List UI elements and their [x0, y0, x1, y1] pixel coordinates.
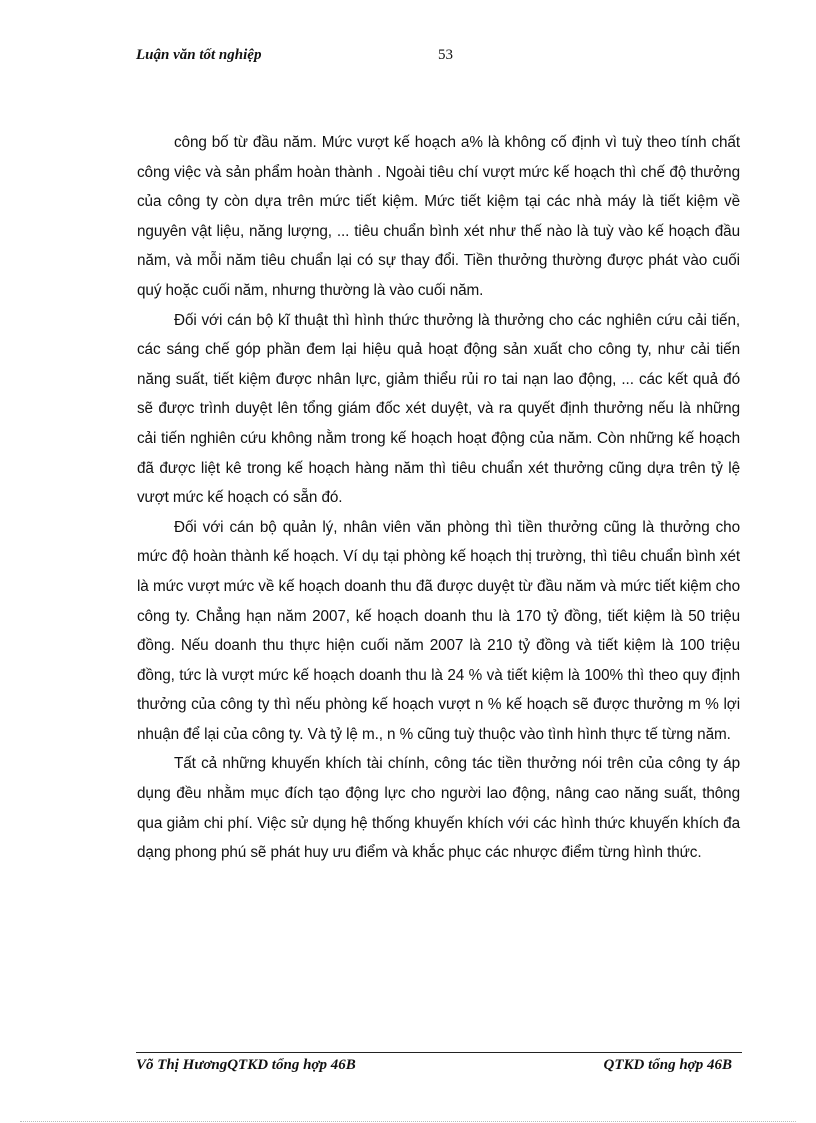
page-bottom-divider — [20, 1121, 796, 1122]
page-footer — [136, 1057, 742, 1079]
page-number: 53 — [438, 47, 453, 63]
paragraph: công bố từ đầu năm. Mức vượt kế hoạch a% là không cố định vì tuỳ theo tính chất công việc và sản phẩm hoàn thành . Ngoài tiêu chí vượt mức kế hoạch thì chế độ thưởng của công ty còn dựa trên mức tiết kiệm. Mức tiết kiệm tại các nhà máy là tiết kiệm về nguyên vật liệu, năng lượng, ... tiêu chuẩn bình xét như thế nào là tuỳ vào kế hoạch đầu năm, và mỗi năm tiêu chuẩn lại có sự thay đổi. Tiền thưởng thường được phát vào cuối quý hoặc cuối năm, nhưng thường là vào cuối năm. — [137, 134, 740, 299]
paragraph: Tất cả những khuyến khích tài chính, công tác tiền thưởng nói trên của công ty áp dụng đều nhằm mục đích tạo động lực cho người lao động, nâng cao năng suất, thông qua giảm chi phí. Việc sử dụng hệ thống khuyến khích với các hình thức khuyến khích đa dạng phong phú sẽ phát huy ưu điểm và khắc phục các nhược điểm từng hình thức. — [137, 755, 740, 862]
body-text — [137, 128, 740, 868]
footer-author: Võ Thị HươngQTKD tổng hợp 46B — [136, 1057, 356, 1073]
paragraph: Đối với cán bộ kĩ thuật thì hình thức thưởng là thưởng cho các nghiên cứu cải tiến, các sáng chế góp phần đem lại hiệu quả hoạt động sản xuất cho công ty, như cải tiến năng suất, tiết kiệm được nhân lực, giảm thiểu rủi ro tai nạn lao động, ... các kết quả đó sẽ được trình duyệt lên tổng giám đốc xét duyệt, và ra quyết định thưởng nếu là những cải tiến nghiên cứu không nằm trong kế hoạch hoạt động của năm. Còn những kế hoạch đã được liệt kê trong kế hoạch hàng năm thì tiêu chuẩn xét thưởng cũng dựa trên tỷ lệ vượt mức kế hoạch có sẵn đó. — [137, 311, 740, 507]
paragraph: Đối với cán bộ quản lý, nhân viên văn phòng thì tiền thưởng cũng là thưởng cho mức độ hoàn thành kế hoạch. Ví dụ tại phòng kế hoạch thị trường, thì tiêu chuẩn bình xét là mức vượt mức về kế hoạch doanh thu đã được duyệt từ đầu năm và mức tiết kiệm cho công ty. Chẳng hạn năm 2007, kế hoạch doanh thu là 170 tỷ đồng, tiết kiệm là 50 triệu đồng. Nếu doanh thu thực hiện cuối năm 2007 là 210 tỷ đồng và tiết kiệm là 100 triệu đồng, tức là vượt mức kế hoạch doanh thu là 24 % và tiết kiệm là 100% thì theo quy định thưởng của công ty thì nếu phòng kế hoạch vượt n % kế hoạch sẽ được thưởng m % lợi nhuận để lại của công ty. Và tỷ lệ m., n % cũng tuỳ thuộc vào tình hình thực tế từng năm. — [137, 518, 740, 743]
header-title: Luận văn tốt nghiệp — [136, 47, 262, 63]
footer-divider — [136, 1052, 742, 1053]
footer-class: QTKD tổng hợp 46B — [603, 1057, 732, 1073]
page-header — [136, 47, 742, 71]
